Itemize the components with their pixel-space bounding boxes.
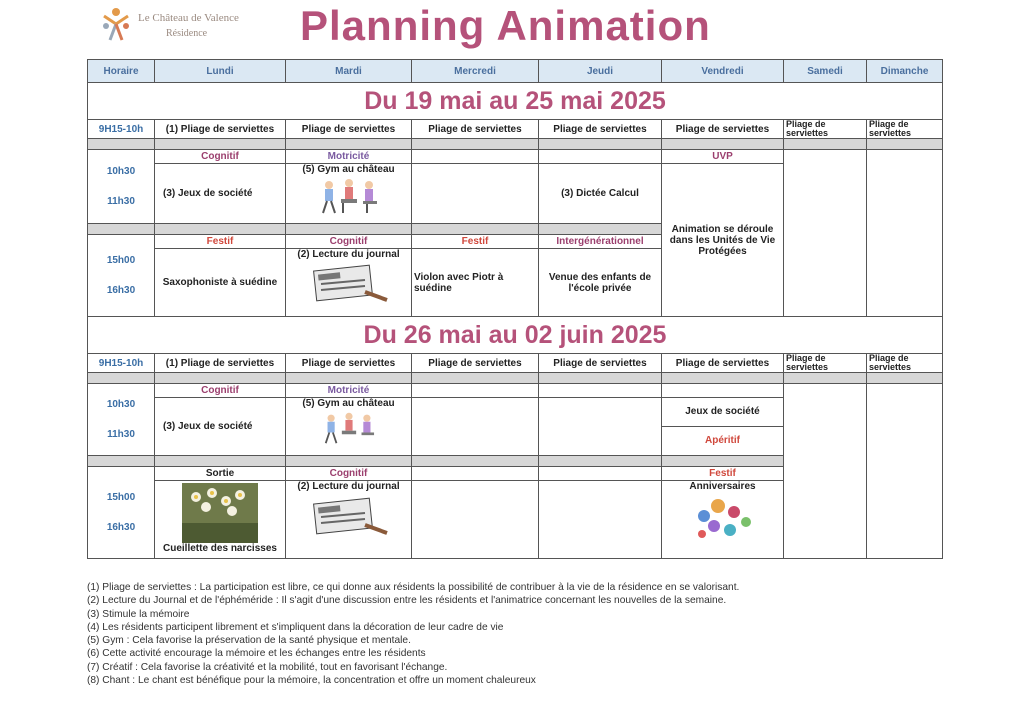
col-jeudi: Jeudi	[539, 60, 662, 83]
week2-act2-mardi-cell	[286, 481, 412, 559]
week1-pliage-samedi: Pliage de serviettes	[784, 120, 867, 139]
week1-cat2-mardi: Cognitif	[286, 235, 412, 249]
logo-people-icon	[96, 6, 136, 44]
week2-pliage-mercredi: Pliage de serviettes	[412, 354, 539, 373]
week2-time-1130: 11h30	[107, 428, 135, 440]
week1-act2-lundi: Saxophoniste à suédine	[155, 249, 286, 317]
week1-cat2-mercredi: Festif	[412, 235, 539, 249]
week2-time-1030: 10h30	[106, 398, 136, 410]
week2-act-mardi-cell	[286, 398, 412, 456]
week1-slot1-times	[88, 150, 155, 224]
week1-act-jeudi: (3) Dictée Calcul	[539, 164, 662, 224]
week2-pliage-vendredi: Pliage de serviettes	[662, 354, 784, 373]
col-mercredi: Mercredi	[412, 60, 539, 83]
week1-act2-jeudi: Venue des enfants de l'école privée	[539, 249, 662, 317]
week1-cat2-jeudi: Intergénérationnel	[539, 235, 662, 249]
week2-act2-lundi: Cueillette des narcisses	[163, 543, 277, 554]
week1-time-1030: 10h30	[106, 165, 136, 177]
week1-time-1630: 16h30	[106, 284, 136, 296]
week2-act-lundi: (3) Jeux de société	[155, 398, 286, 456]
week1-morning-time: 9H15-10h	[88, 120, 155, 139]
week1-time-1130: 11h30	[107, 195, 135, 207]
week1-cat-mardi: Motricité	[286, 150, 412, 164]
week2-vendredi-morning-cell	[662, 398, 784, 456]
week1-pliage-row	[88, 120, 943, 139]
week1-pliage-mardi: Pliage de serviettes	[286, 120, 412, 139]
narcissus-photo-icon	[182, 483, 258, 543]
week2-morning-time: 9H15-10h	[88, 354, 155, 373]
week1-slot1-cat-row	[88, 150, 943, 164]
newspaper-illustration-icon	[309, 494, 389, 538]
week1-vendredi-uvp-text	[662, 164, 784, 317]
gym-illustration-icon	[317, 411, 381, 445]
logo-name: Le Château de Valence	[138, 12, 239, 24]
footnote-2: (2) Lecture du Journal et de l'éphéméride : Il s'agit d'une discussion entre les résidents et l'animatrice concernant les nouvelles de la semaine.	[87, 595, 727, 607]
week2-cat2-lundi: Sortie	[155, 467, 286, 481]
week2-title-row	[88, 317, 943, 354]
week2-pliage-samedi: Pliage de serviettes	[784, 354, 867, 373]
week2-act-vendredi-bottom: Apéritif	[705, 435, 740, 446]
balloons-icon	[688, 494, 758, 546]
week1-cat-vendredi: UVP	[662, 150, 784, 164]
week2-act-vendredi-top: Jeux de société	[662, 398, 783, 427]
week2-act2-vendredi: Anniversaires	[689, 481, 756, 492]
week1-act-mardi-cell	[286, 164, 412, 224]
footnote-5: (5) Gym : Cela favorise la préservation de la santé physique et mentale.	[87, 635, 411, 647]
footnote-1: (1) Pliage de serviettes : La participation est libre, ce qui donne aux résidents la possibilité de contribuer à la vie de la résidence en se valorisant.	[87, 582, 740, 593]
week2-slot2-times	[88, 467, 155, 559]
week1-time-1500: 15h00	[106, 254, 136, 266]
week1-act2-mardi-cell	[286, 249, 412, 317]
col-lundi: Lundi	[155, 60, 286, 83]
week1-act2-mercredi: Violon avec Piotr à suédine	[412, 249, 539, 317]
col-vendredi: Vendredi	[662, 60, 784, 83]
week2-cat2-vendredi: Festif	[662, 467, 784, 481]
week1-pliage-lundi: (1) Pliage de serviettes	[155, 120, 286, 139]
week2-label: Du 26 mai au 02 juin 2025	[363, 320, 667, 349]
week1-separator-1	[88, 139, 943, 150]
week2-pliage-dimanche: Pliage de serviettes	[867, 354, 943, 373]
week2-time-1500: 15h00	[106, 491, 136, 503]
week2-cat2-mardi: Cognitif	[286, 467, 412, 481]
week1-title-row	[88, 83, 943, 120]
week1-act-mardi: (5) Gym au château	[302, 164, 395, 175]
week2-slot1-times	[88, 384, 155, 456]
week2-cat-mardi: Motricité	[286, 384, 412, 398]
week2-slot1-cat-row	[88, 384, 943, 398]
page-title: Planning Animation	[300, 2, 711, 49]
logo-subtitle: Résidence	[166, 28, 208, 39]
week2-pliage-mardi: Pliage de serviettes	[286, 354, 412, 373]
footnotes	[87, 581, 987, 687]
gym-illustration-icon	[317, 177, 381, 215]
week2-pliage-lundi: (1) Pliage de serviettes	[155, 354, 286, 373]
week1-act2-mardi: (2) Lecture du journal	[297, 249, 400, 260]
header-row	[88, 60, 943, 83]
week2-time-1630: 16h30	[106, 521, 136, 533]
footnote-8: (8) Chant : Le chant est bénéfique pour la mémoire, la concentration et offre un moment chaleureux	[87, 675, 536, 687]
week2-act2-mardi: (2) Lecture du journal	[297, 481, 400, 492]
week1-pliage-mercredi: Pliage de serviettes	[412, 120, 539, 139]
week1-vendredi-uvp-label: Animation se déroule dans les Unités de Vie Protégées	[669, 223, 776, 257]
col-horaire: Horaire	[88, 60, 155, 83]
week1-pliage-vendredi: Pliage de serviettes	[662, 120, 784, 139]
residence-logo	[96, 6, 266, 46]
week2-act2-vendredi-cell	[662, 481, 784, 559]
week2-pliage-jeudi: Pliage de serviettes	[539, 354, 662, 373]
week1-slot2-times	[88, 235, 155, 317]
week1-pliage-dimanche: Pliage de serviettes	[867, 120, 943, 139]
week1-cat-lundi: Cognitif	[155, 150, 286, 164]
newspaper-illustration-icon	[309, 262, 389, 304]
footnote-3: (3) Stimule la mémoire	[87, 608, 190, 620]
week1-pliage-jeudi: Pliage de serviettes	[539, 120, 662, 139]
week2-pliage-row	[88, 354, 943, 373]
col-samedi: Samedi	[784, 60, 867, 83]
week1-act-lundi: (3) Jeux de société	[155, 164, 286, 224]
footnote-6: (6) Cette activité encourage la mémoire et les échanges entre les résidents	[87, 648, 426, 660]
week1-label: Du 19 mai au 25 mai 2025	[364, 86, 666, 115]
week2-act2-lundi-cell	[155, 481, 286, 559]
week2-cat-lundi: Cognitif	[155, 384, 286, 398]
week1-cat2-lundi: Festif	[155, 235, 286, 249]
col-mardi: Mardi	[286, 60, 412, 83]
footnote-4: (4) Les résidents participent librement et s'impliquent dans la décoration de leur cadre de vie	[87, 621, 504, 633]
week2-separator-1	[88, 373, 943, 384]
week2-act-mardi: (5) Gym au château	[302, 398, 395, 409]
planning-table	[87, 59, 943, 559]
col-dimanche: Dimanche	[867, 60, 943, 83]
footnote-7: (7) Créatif : Cela favorise la créativité et la mobilité, tout en favorisant l'échange.	[87, 661, 448, 673]
